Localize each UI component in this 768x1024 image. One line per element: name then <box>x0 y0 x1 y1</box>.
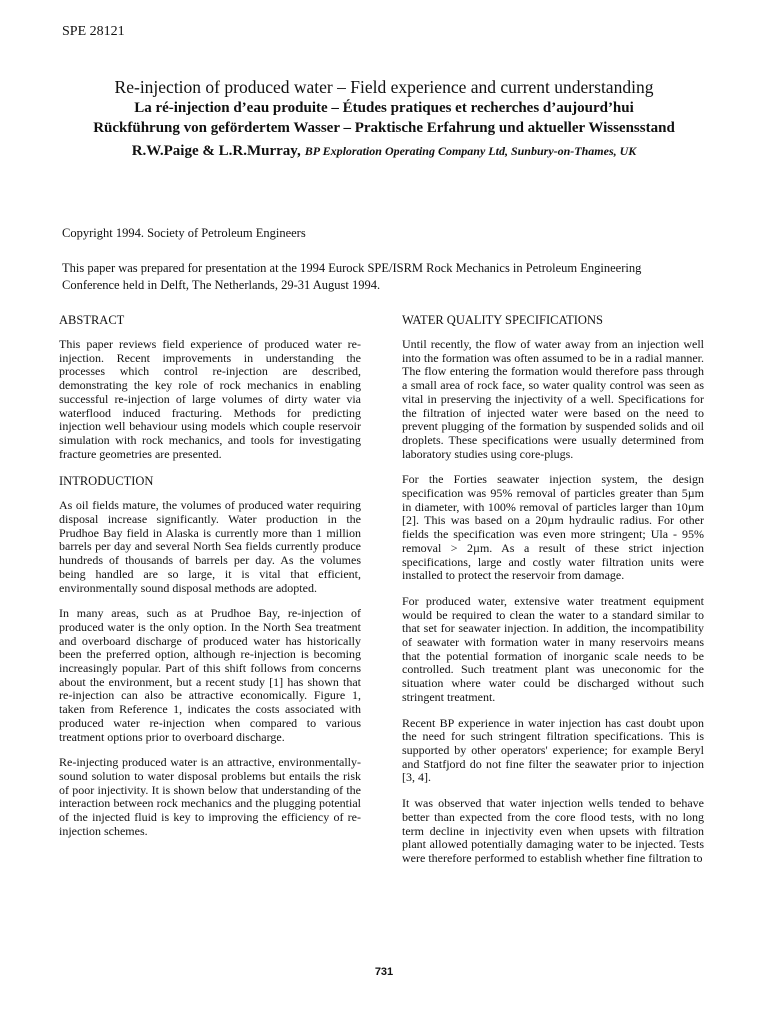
water-quality-paragraph-5: It was observed that water injection wells tended to behave better than expected from the core flood tests, with no long term decline in injectivity even when upsets with filtration plant allowed potentially damaging water to be injected. Tests were therefore performed to establish whether fine filtration to <box>402 796 704 865</box>
author-affiliation: BP Exploration Operating Company Ltd, Sunbury-on-Thames, UK <box>304 144 637 158</box>
title-block <box>60 76 708 162</box>
title-english: Re-injection of produced water – Field experience and current understanding <box>114 77 654 97</box>
author-line <box>60 140 708 162</box>
introduction-paragraph-3: Re-injecting produced water is an attractive, environmentally-sound solution to water disposal problems but entails the risk of poor injectivity. It is shown below that understanding of the interaction between rock mechanics and the plugging potential of the injected fluid is key to improving the efficiency of re-injection schemes. <box>59 755 361 838</box>
page-number: 731 <box>374 966 394 978</box>
spe-paper-number: SPE 28121 <box>62 24 125 39</box>
water-quality-paragraph-1: Until recently, the flow of water away from an injection well into the formation was often assumed to be in a radial manner. The flow entering the formation would therefore pass through a small area of rock face, so water quality control was seen as vital in preserving the injectivity of a well. Specifications for the filtration of injected water were based on the need to prevent plugging of the formation by suspended solids and oil droplets. These specifications were usually determined from laboratory studies using core-plugs. <box>402 337 704 461</box>
author-names: R.W.Paige & L.R.Murray, <box>131 143 301 159</box>
abstract-heading: ABSTRACT <box>59 313 125 327</box>
water-quality-paragraph-4: Recent BP experience in water injection has cast doubt upon the need for such stringent filtration specifications. This is supported by other operators' experience; for example Beryl and Statfjord do not fine filter the seawater prior to injection [3, 4]. <box>402 715 704 785</box>
right-column <box>402 312 704 878</box>
copyright-notice: Copyright 1994. Society of Petroleum Engineers <box>62 226 306 240</box>
introduction-paragraph-2: In many areas, such as at Prudhoe Bay, re-injection of produced water is the only option. In the North Sea treatment and overboard discharge of produced water has historically been the preferred option, although re-injection is becoming increasingly popular. Part of this shift follows from concerns about the environment, but a recent study [1] has shown that re-injection can also be attractive economically. Figure 1, taken from Reference 1, indicates the costs associated with produced water re-injection when compared to various treatment options prior to overboard discharge. <box>59 606 361 744</box>
title-german: Rückführung von gefördertem Wasser – Praktische Erfahrung und aktueller Wissensstand <box>93 120 675 136</box>
introduction-heading: INTRODUCTION <box>59 474 154 489</box>
title-french: La ré-injection d’eau produite – Études pratiques et recherches d’aujourd’hui <box>134 100 634 116</box>
water-quality-paragraph-3: For produced water, extensive water treatment equipment would be required to clean the water to a standard similar to that set for seawater injection. In addition, the incompatibility of seawater with formation water in many reservoirs means that the potential formation of inorganic scale needs to be controlled. Such treatment plant was uneconomic for the situation where water could be discharged without such stringent treatment. <box>402 593 704 704</box>
presentation-note: This paper was prepared for presentation at the 1994 Eurock SPE/ISRM Rock Mechanics in Petroleum Engineering Conference held in Delft, The Netherlands, 29-31 August 1994. <box>62 261 642 292</box>
water-quality-paragraph-2: For the Forties seawater injection system, the design specification was 95% removal of particles greater than 5µm in diameter, with 100% removal of particles larger than 10µm [2]. This was based on a 20µm hydraulic radius. For other fields the specification was even more stringent; Ula - 95% removal > 2µm. As a result of these strict injection specifications, large and costly water filtration units were installed to protect the reservoir from damage. <box>402 472 704 583</box>
left-column <box>59 312 361 851</box>
introduction-paragraph-1: As oil fields mature, the volumes of produced water requiring disposal increase significantly. Water production in the Prudhoe Bay field in Alaska is currently more than 1 million barrels per day and several North Sea fields currently produce hundreds of thousands of barrels per day. As the volumes being handled are so large, it is vital that efficient, environmentally sound disposal methods are adopted. <box>59 498 361 595</box>
water-quality-heading: WATER QUALITY SPECIFICATIONS <box>402 313 603 327</box>
abstract-paragraph: This paper reviews field experience of produced water re-injection. Recent improvements in understanding the processes which control re-injection are described, demonstrating the key role of rock mechanics in enabling successful re-injection of large volumes of dirty water via waterflood induced fracturing. Methods for predicting injection well behaviour using models which couple reservoir simulation with rock mechanics, and tools for investigating fracture geometries are presented. <box>59 337 361 461</box>
